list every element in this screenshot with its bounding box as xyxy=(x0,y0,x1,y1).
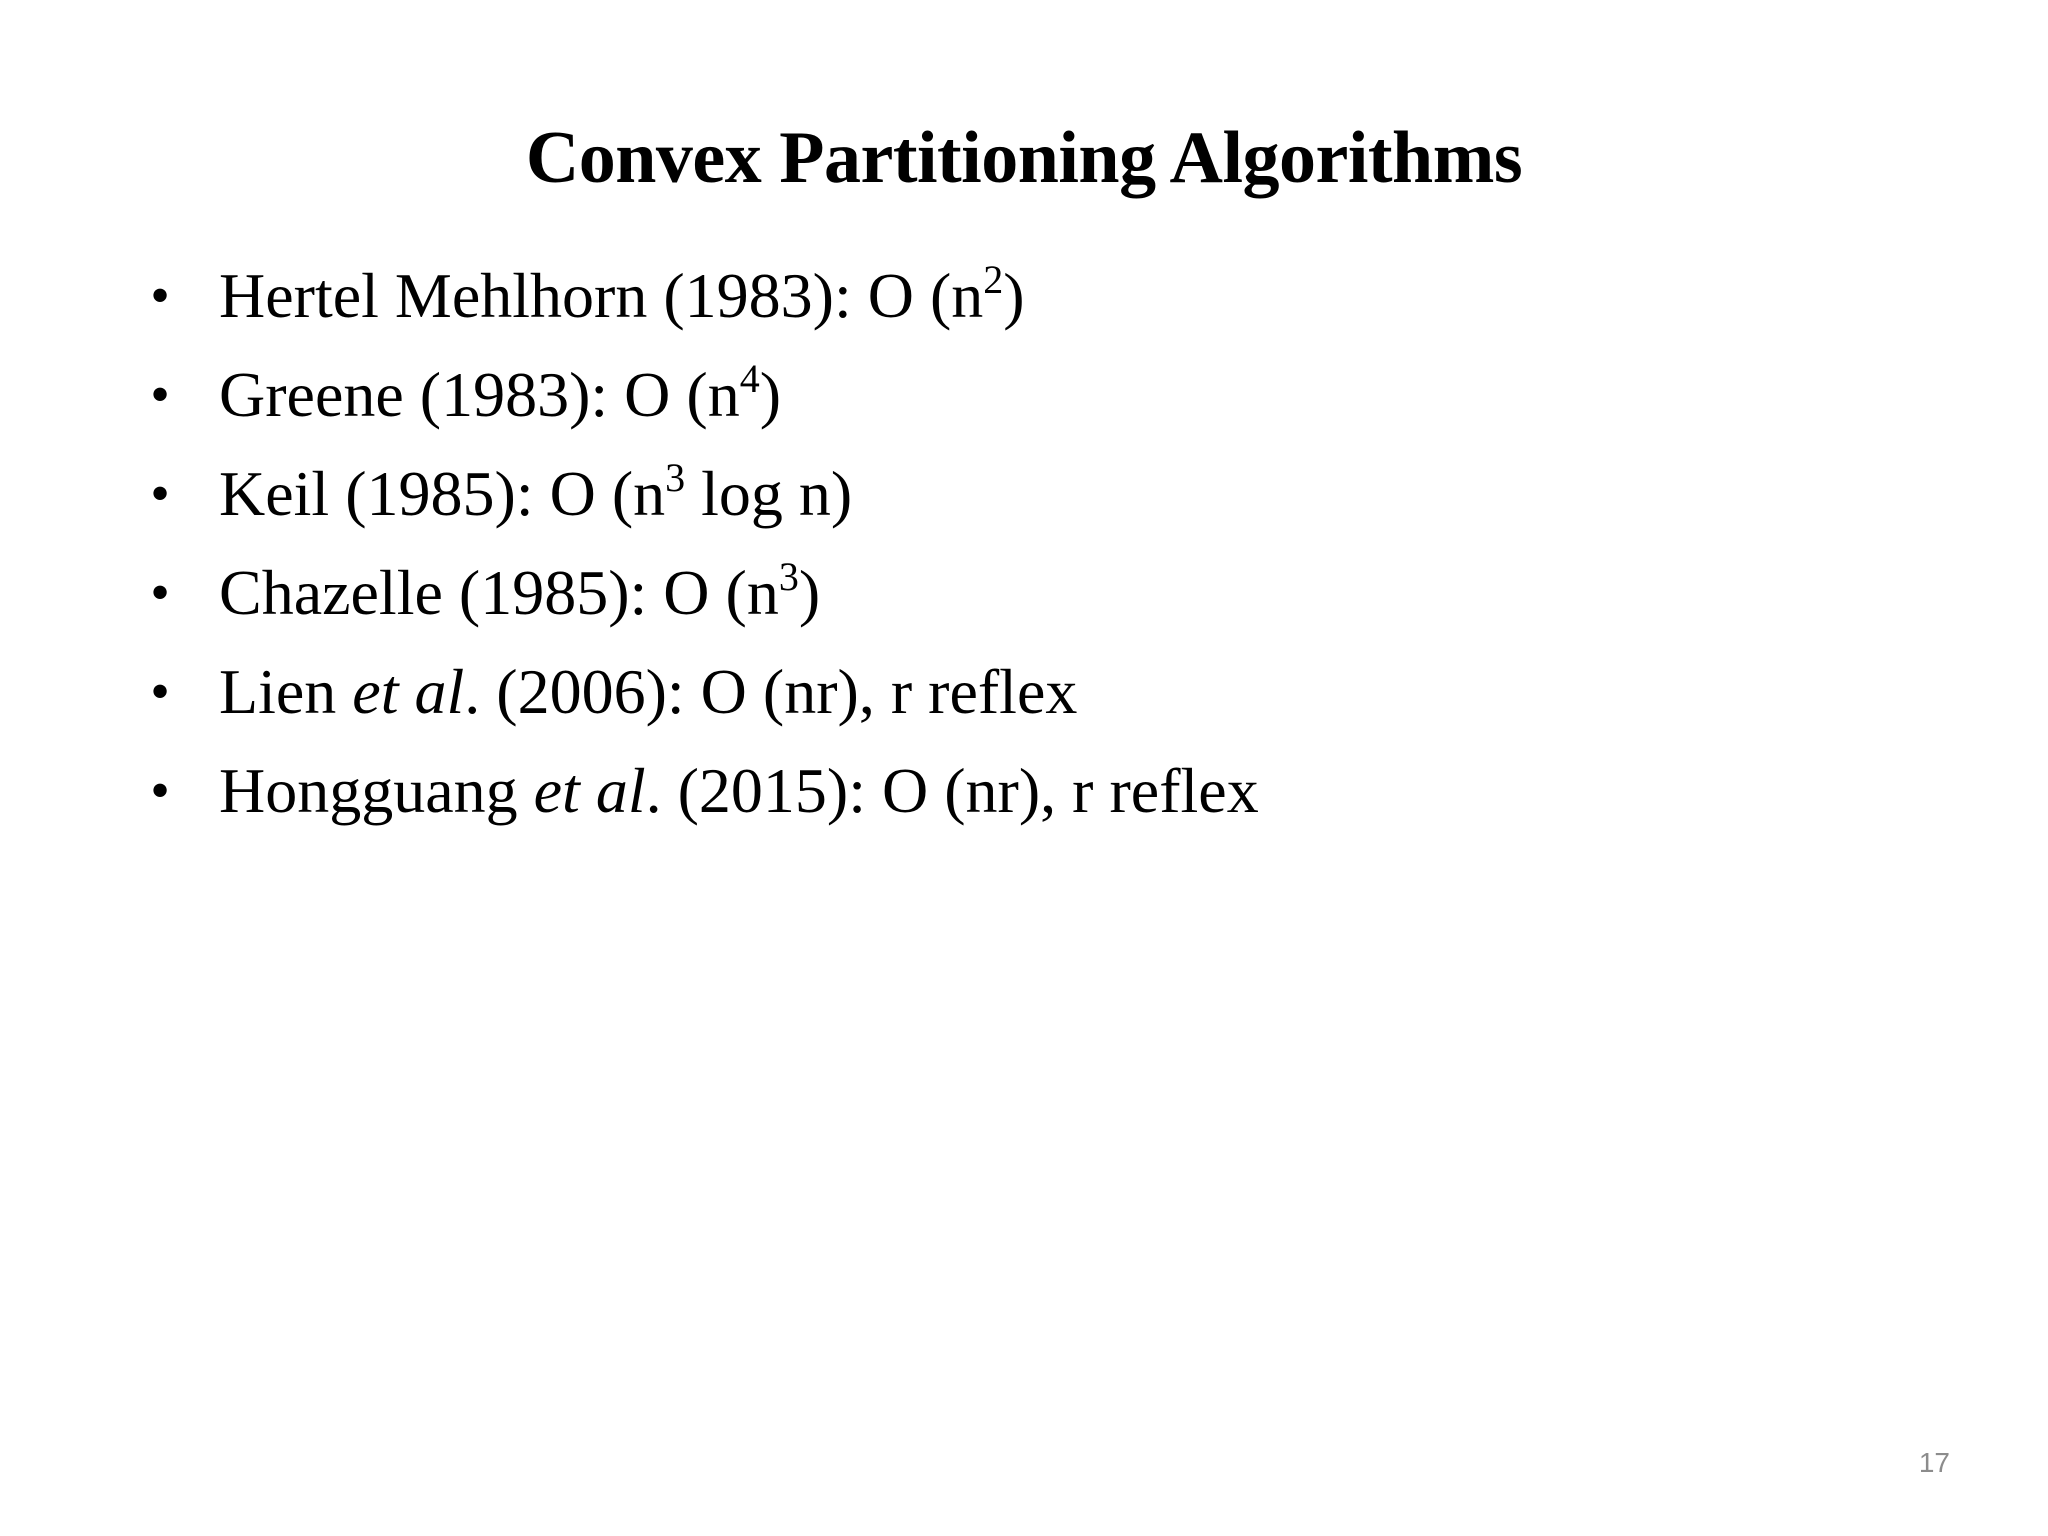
bullet-author: Hertel Mehlhorn xyxy=(219,260,648,331)
bullet-text xyxy=(219,351,781,439)
bullet-rest: (1985): O (n xyxy=(442,557,779,628)
bullet-author: Hongguang xyxy=(219,755,534,826)
bullet-item xyxy=(140,351,1900,450)
bullet-icon: • xyxy=(150,562,170,624)
bullet-after: ) xyxy=(1003,260,1025,331)
bullet-text xyxy=(219,747,1259,835)
bullet-rest: (1985): O (n xyxy=(329,458,666,529)
bullet-author: Chazelle xyxy=(219,557,443,628)
bullet-item xyxy=(140,252,1900,351)
bullet-item xyxy=(140,747,1900,846)
bullet-icon: • xyxy=(150,364,170,426)
bullet-icon: • xyxy=(150,463,170,525)
bullet-text xyxy=(219,648,1077,736)
bullet-author: Keil xyxy=(219,458,330,529)
bullet-etal: et al xyxy=(352,656,465,727)
bullet-rest: (2015): O (nr), r reflex xyxy=(661,755,1259,826)
bullet-rest: (1983): O (n xyxy=(647,260,984,331)
bullet-superscript: 2 xyxy=(983,257,1004,302)
bullet-text xyxy=(219,450,852,538)
bullet-item xyxy=(140,450,1900,549)
bullet-icon: • xyxy=(150,760,170,822)
bullet-superscript: 3 xyxy=(665,455,686,500)
bullet-author: Lien xyxy=(219,656,353,727)
bullet-etal-suffix: . xyxy=(464,656,481,727)
bullet-superscript: 3 xyxy=(778,554,799,599)
bullet-after: ) xyxy=(798,557,821,628)
bullet-etal-suffix: . xyxy=(645,755,662,826)
bullet-rest: (2006): O (nr), r reflex xyxy=(480,656,1078,727)
bullet-text xyxy=(219,252,1025,340)
page-number: 17 xyxy=(1918,1447,1950,1478)
bullet-after: ) xyxy=(759,359,781,430)
bullet-list xyxy=(140,252,1900,846)
bullet-item xyxy=(140,648,1900,747)
bullet-icon: • xyxy=(150,661,170,723)
bullet-item xyxy=(140,549,1900,648)
bullet-after: log n) xyxy=(685,458,853,529)
bullet-icon: • xyxy=(150,265,170,327)
bullet-rest: (1983): O (n xyxy=(403,359,740,430)
bullet-superscript: 4 xyxy=(739,356,760,401)
slide-title: Convex Partitioning Algorithms xyxy=(525,117,1523,199)
bullet-etal: et al xyxy=(533,755,646,826)
bullet-text xyxy=(219,549,820,637)
bullet-author: Greene xyxy=(219,359,404,430)
